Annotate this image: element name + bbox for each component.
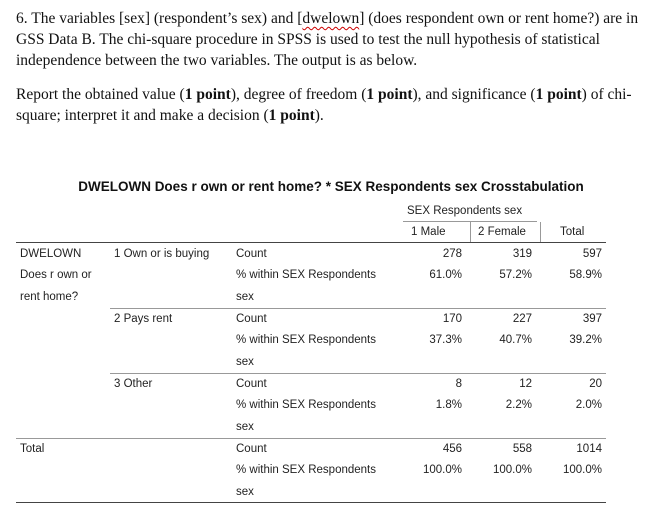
table-bottom-rule — [16, 502, 606, 503]
cell-count: 558 — [512, 443, 532, 455]
row-divider — [110, 308, 606, 309]
question-paragraph-2 — [16, 84, 646, 126]
row-var-label: Does r own or — [20, 269, 92, 281]
stat-pct-label: sex — [236, 421, 254, 433]
instruction-text: ) of chi-square; interpret it and make a decision ( — [16, 86, 632, 124]
cell-pct: 1.8% — [435, 399, 462, 411]
cell-pct: 58.9% — [569, 269, 602, 281]
cell-count: 456 — [442, 443, 462, 455]
cell-pct: 37.3% — [429, 334, 462, 346]
points-label: 1 point — [184, 86, 231, 103]
row-divider — [16, 438, 606, 439]
table-top-rule — [16, 242, 606, 243]
stat-count-label: Count — [236, 248, 267, 260]
cell-pct: 100.0% — [562, 464, 602, 476]
stat-count-label: Count — [236, 443, 267, 455]
instruction-text: ), and significance ( — [412, 86, 536, 103]
cell-pct: 57.2% — [499, 269, 532, 281]
row-var-label: DWELOWN — [20, 248, 82, 260]
cell-pct: 40.7% — [499, 334, 532, 346]
stat-pct-label: % within SEX Respondents — [236, 269, 376, 281]
category-rent: 2 Pays rent — [114, 313, 173, 325]
category-other: 3 Other — [114, 378, 153, 390]
question-paragraph-1 — [16, 8, 646, 71]
cell-pct: 2.2% — [505, 399, 532, 411]
cell-count: 319 — [512, 248, 532, 260]
cell-count: 1014 — [576, 443, 602, 455]
points-label: 1 point — [535, 86, 582, 103]
row-var-label: rent home? — [20, 291, 79, 303]
cell-pct: 2.0% — [575, 399, 602, 411]
points-label: 1 point — [366, 86, 413, 103]
category-own: 1 Own or is buying — [114, 248, 210, 260]
cell-count: 20 — [589, 378, 602, 390]
total-label: Total — [20, 443, 45, 455]
stat-pct-label: sex — [236, 291, 254, 303]
question-text: 6. The variables [sex] (respondent’s sex) and [ — [16, 10, 303, 27]
cell-count: 170 — [442, 313, 462, 325]
cell-pct: 100.0% — [422, 464, 462, 476]
stat-pct-label: sex — [236, 486, 254, 498]
variable-dwelown: dwelown — [302, 10, 360, 27]
instruction-text: ). — [314, 107, 324, 124]
col-divider — [470, 222, 471, 242]
crosstab-title: DWELOWN Does r own or rent home? * SEX Respondents sex Crosstabulation — [78, 179, 584, 194]
col-header-total: Total — [560, 226, 585, 238]
col-divider — [540, 222, 541, 242]
cell-count: 597 — [582, 248, 602, 260]
cell-count: 227 — [512, 313, 532, 325]
stat-count-label: Count — [236, 313, 267, 325]
col-header-female: 2 Female — [478, 226, 526, 238]
points-label: 1 point — [268, 107, 315, 124]
instruction-text: ), degree of freedom ( — [230, 86, 367, 103]
stat-pct-label: sex — [236, 356, 254, 368]
row-divider — [110, 373, 606, 374]
cell-pct: 100.0% — [492, 464, 532, 476]
stat-pct-label: % within SEX Respondents — [236, 464, 376, 476]
cell-count: 278 — [442, 248, 462, 260]
stat-pct-label: % within SEX Respondents — [236, 399, 376, 411]
stat-pct-label: % within SEX Respondents — [236, 334, 376, 346]
question-text: ] (does respondent own or rent home?) are in GSS Data B. The chi-square procedure in SPSS is used to test the null hypothesis of statistical independence between the two variables. The output is as below. — [16, 10, 639, 69]
instruction-text: Report the obtained value ( — [16, 86, 185, 103]
cell-pct: 61.0% — [429, 269, 462, 281]
col-group-header: SEX Respondents sex — [407, 205, 523, 217]
cell-count: 397 — [582, 313, 602, 325]
cell-count: 8 — [455, 378, 462, 390]
cell-count: 12 — [519, 378, 532, 390]
col-header-male: 1 Male — [411, 226, 446, 238]
stat-count-label: Count — [236, 378, 267, 390]
cell-pct: 39.2% — [569, 334, 602, 346]
